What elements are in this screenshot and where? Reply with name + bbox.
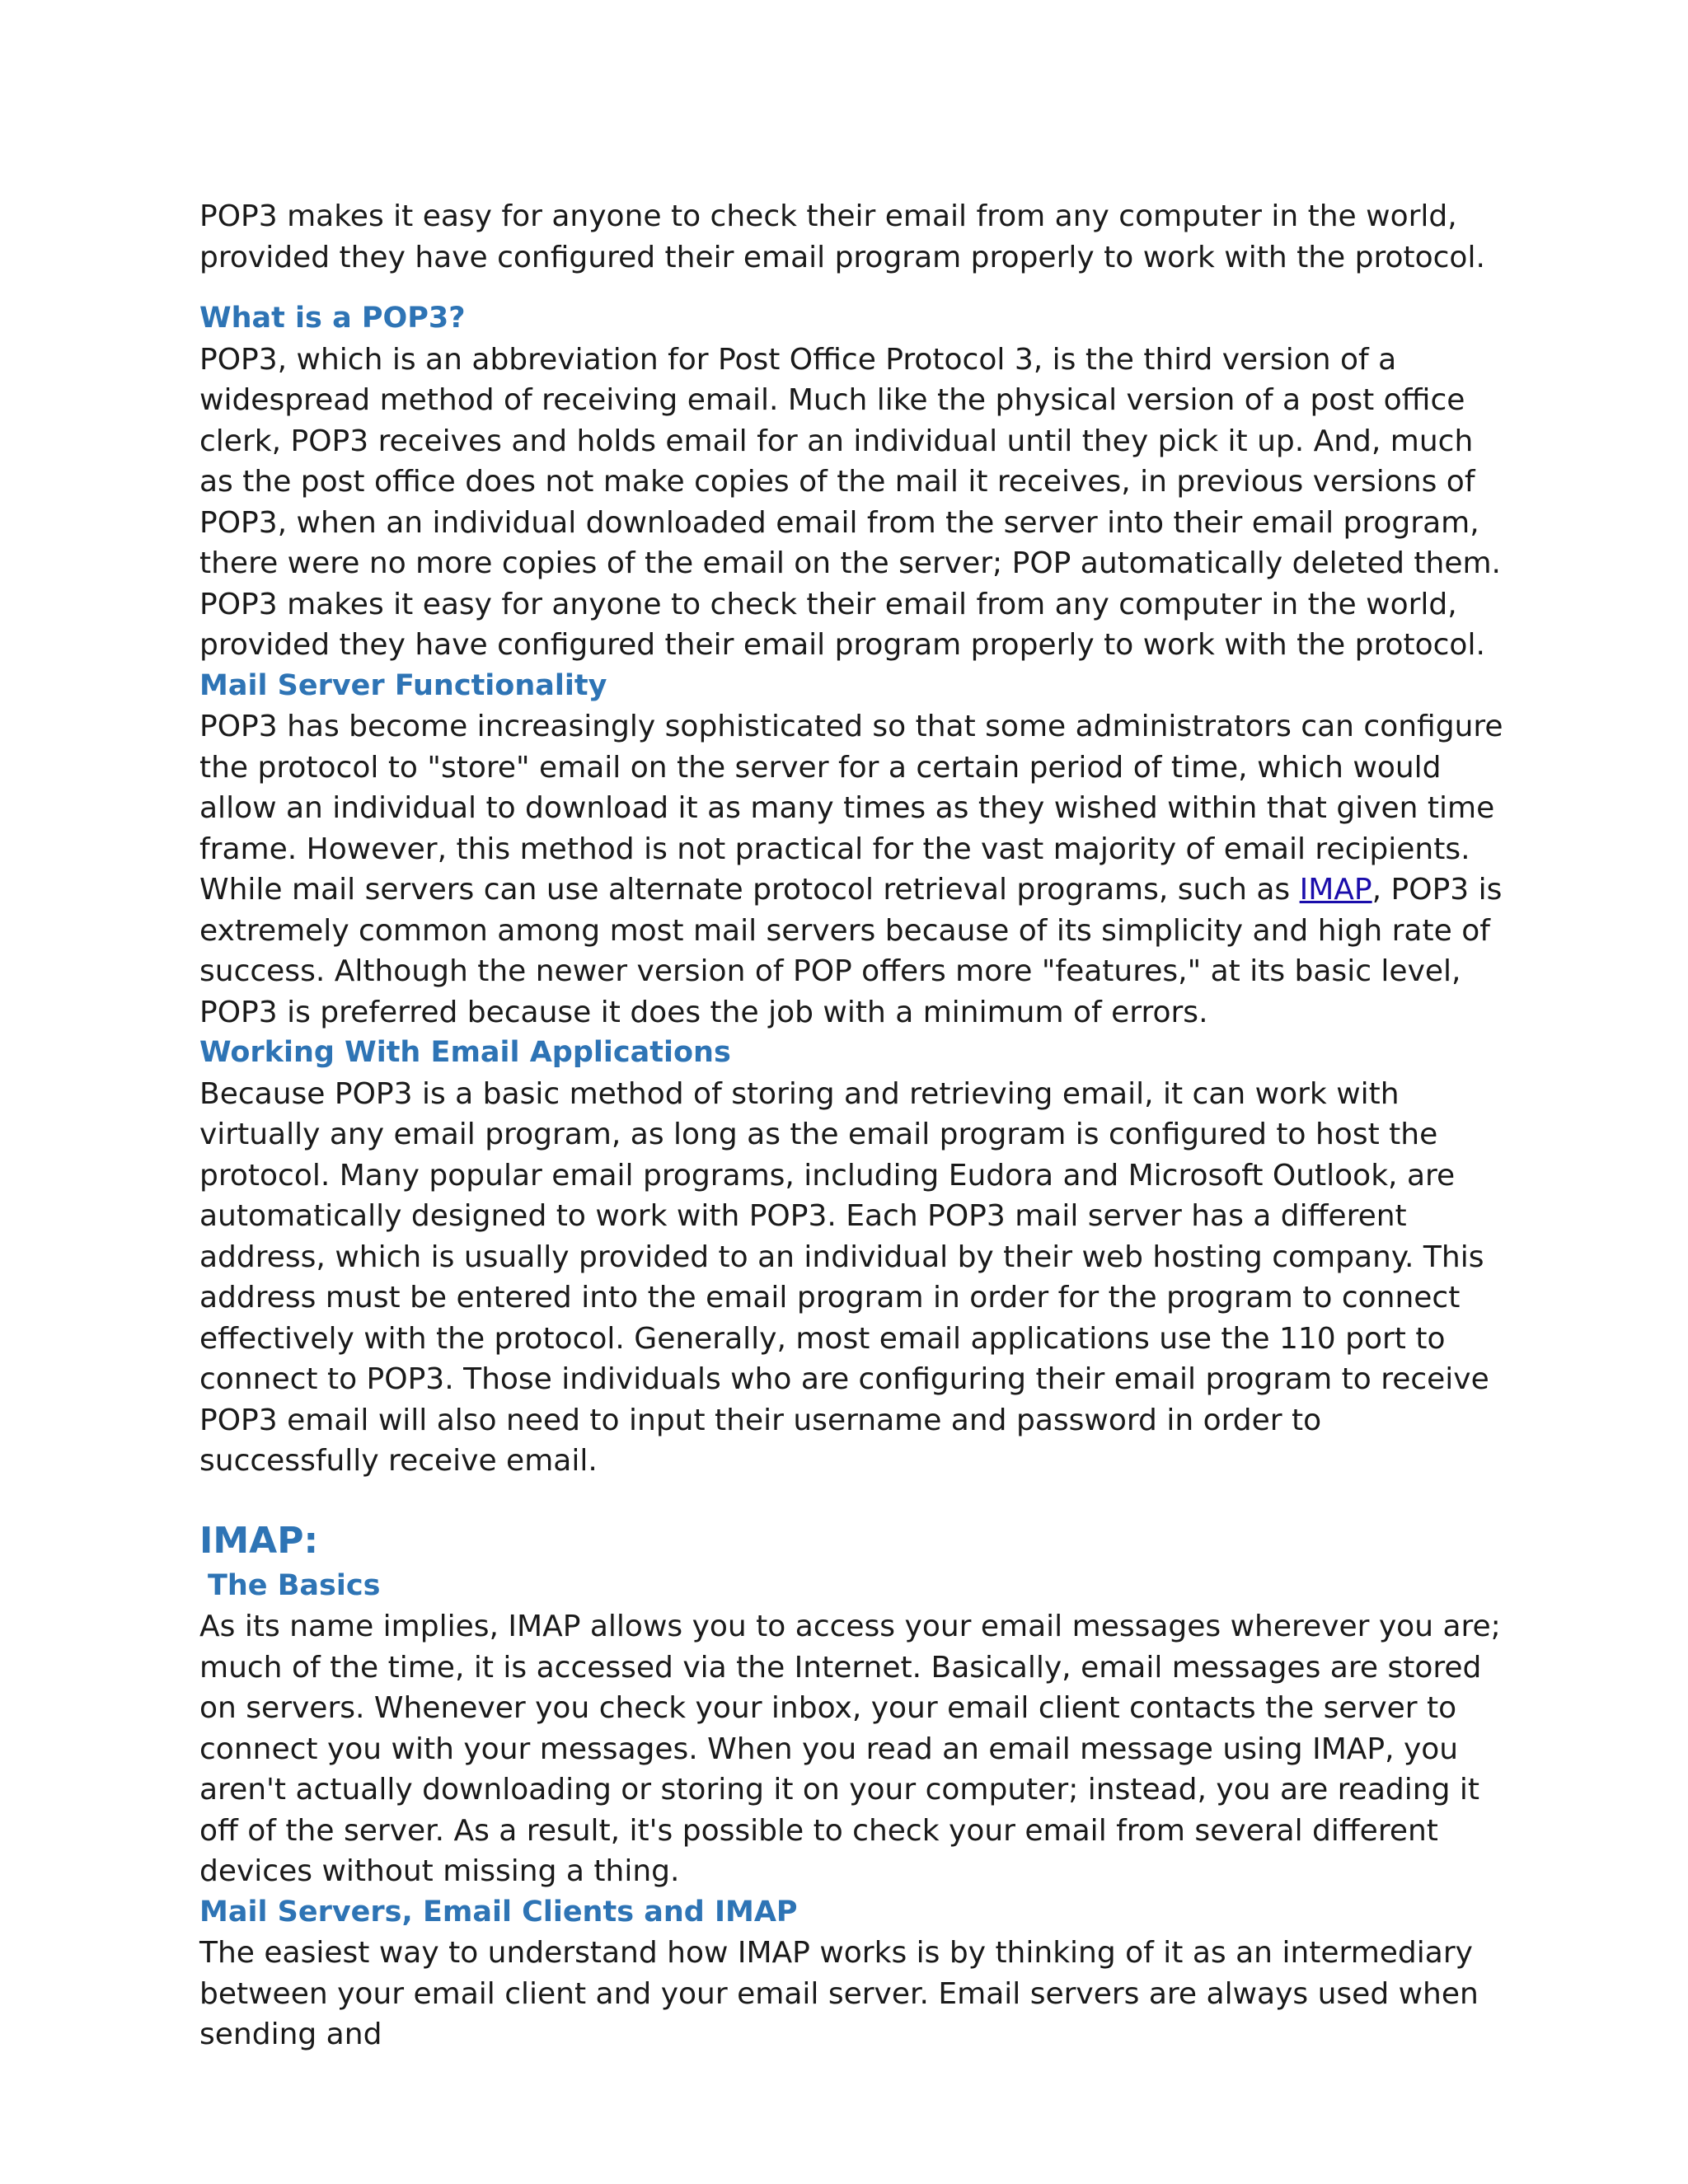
pop3-definition-paragraph: POP3, which is an abbreviation for Post Office Protocol 3, is the third version of a widespread method of receiving email. Much like the physical version of a post office clerk, POP3 receives and holds email for an individual until they pick it up. And, much as the post office does not make copies of the mail it receives, in previous versions of POP3, when an individual downloaded email from the server into their email program, there were no more copies of the email on the server; POP automatically deleted them. bbox=[199, 342, 1501, 580]
heading-working-with-email-applications: Working With Email Applications bbox=[199, 1036, 731, 1069]
mail-server-paragraph-2 bbox=[199, 869, 1510, 1033]
intro-paragraph: POP3 makes it easy for anyone to check their email from any computer in the world, provided they have configured their email program properly to work with the protocol. bbox=[199, 199, 1485, 274]
mail-server-paragraph-2-after-link: , POP3 is extremely common among most mail servers because of its simplicity and high rate of success. Although the newer version of POP offers more "features," at its basic level, POP3 is preferred because it does the job with a minimum of errors. bbox=[199, 873, 1503, 1029]
heading-mail-servers-email-clients-imap: Mail Servers, Email Clients and IMAP bbox=[199, 1895, 798, 1929]
imap-basics-paragraph: As its name implies, IMAP allows you to access your email messages wherever you are; much of the time, it is accessed via the Internet. Basically, email messages are stored on servers. Whenever you check your inbox, your email client contacts the server to connect you with your messages. When you read an email message using IMAP, you aren't actually downloading or storing it on your computer; instead, you are reading it off of the server. As a result, it's possible to check your email from several different devices without missing a thing. bbox=[199, 1610, 1501, 1888]
spacer bbox=[199, 278, 1510, 298]
heading-the-basics: The Basics bbox=[208, 1568, 381, 1602]
spacer bbox=[199, 1482, 1510, 1516]
mail-server-paragraph-2-before-link: While mail servers can use alternate protocol retrieval programs, such as bbox=[199, 873, 1300, 907]
document-body bbox=[199, 196, 1510, 2055]
heading-imap: IMAP: bbox=[199, 1519, 319, 1562]
mail-server-paragraph-1: POP3 has become increasingly sophisticated so that some administrators can configure the protocol to "store" email on the server for a certain period of time, which would allow an individual to download it as many times as they wished within that given time frame. However, this method is not practical for the vast majority of email recipients. bbox=[199, 710, 1503, 866]
working-with-email-paragraph: Because POP3 is a basic method of storing and retrieving email, it can work with virtually any email program, as long as the email program is configured to host the protocol. Many popular email programs, including Eudora and Microsoft Outlook, are automatically designed to work with POP3. Each POP3 mail server has a different address, which is usually provided to an individual by their web hosting company. This address must be entered into the email program in order for the program to connect effectively with the protocol. Generally, most email applications use the 110 port to connect to POP3. Those individuals who are configuring their email program to receive POP3 email will also need to input their username and password in order to successfully receive email. bbox=[199, 1076, 1489, 1478]
imap-link[interactable]: IMAP bbox=[1299, 873, 1372, 907]
pop3-easy-paragraph: POP3 makes it easy for anyone to check their email from any computer in the world, provided they have configured their email program properly to work with the protocol. bbox=[199, 587, 1485, 662]
mail-servers-clients-paragraph: The easiest way to understand how IMAP works is by thinking of it as an intermediary between your email client and your email server. Email servers are always used when sending and bbox=[199, 1936, 1479, 2051]
heading-mail-server-functionality: Mail Server Functionality bbox=[199, 668, 607, 702]
heading-what-is-pop3: What is a POP3? bbox=[199, 302, 466, 335]
